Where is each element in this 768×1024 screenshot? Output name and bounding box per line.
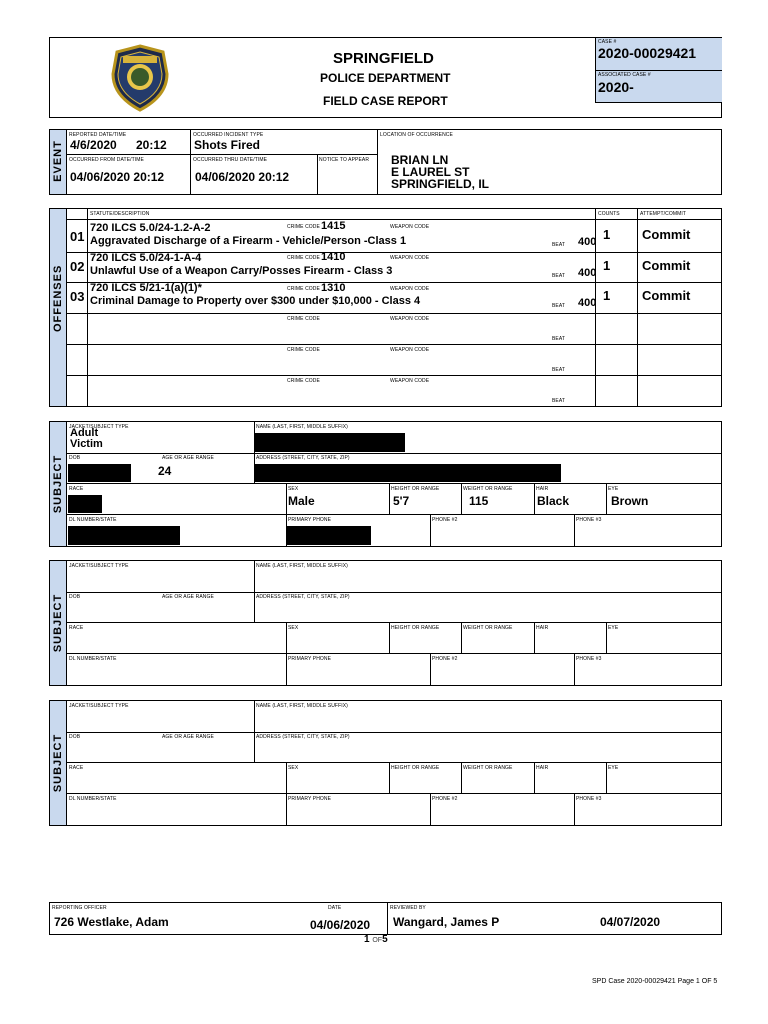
location-line-3: SPRINGFIELD, IL (391, 177, 490, 191)
reviewed-by: Wangard, James P (393, 915, 500, 929)
redacted-dob (68, 464, 131, 482)
subject-side-label: SUBJECT (50, 422, 67, 546)
subject-weight: 115 (469, 494, 489, 508)
form-title: FIELD CASE REPORT (323, 94, 448, 108)
redacted-address (255, 464, 561, 482)
subject-type: Adult (70, 427, 99, 439)
redacted-phone (287, 526, 371, 545)
subject-sex: Male (288, 494, 315, 508)
reporting-officer: 726 Westlake, Adam (54, 915, 169, 929)
offenses-section: OFFENSES STATUTE/DESCRIPTION COUNTS ATTEMPT/COMMIT 01 720 ILCS 5.0/24-1.2-A-2 Aggravated Discharge of a Firearm - Vehicle/Person -Class 1 CRIME CODE 1415 WEAPON CODE BEAT 400 1 Commit 02 720 ILCS 5.0/24-1-A-4 Unlawful Use of a Weapon Carry/Posses Firearm - Class 3 CRIME CODE 1410 WEAPON CODE BEAT 400 1 Commit 03 720 ILCS 5/21-1(a)(1)* Criminal Damage to Property over $300 under $10,000 - Class 4 CRIME CODE 1310 WEAPON CODE BEAT 400 1 Commit CRIME CODE WEAPON CODE BEAT CRIME CODE WEAPON CODE BEAT CRIME CODE WEAPON CODE BEAT (49, 208, 722, 407)
offenses-side-label: OFFENSES (50, 209, 67, 406)
signature-block: REPORTING OFFICER 726 Westlake, Adam DATE 04/06/2020 REVIEWED BY Wangard, James P 04/07/2020 (49, 902, 722, 935)
reported-date: 4/6/2020 (70, 138, 117, 152)
redacted-dl (68, 526, 180, 545)
subject-height: 5'7 (393, 494, 410, 508)
associated-case-number: 2020- (598, 79, 634, 95)
location-line-2: E LAUREL ST (391, 165, 470, 179)
police-badge-logo (109, 44, 171, 112)
department-title: POLICE DEPARTMENT (320, 71, 451, 85)
subject-section-1: SUBJECT JACKET/SUBJECT TYPE Adult Victim NAME (LAST, FIRST, MIDDLE SUFFIX) DOB AGE OR AGE RANGE 24 ADDRESS (STREET, CITY, STATE, ZIP) RACE SEX Male HEIGHT OR RANGE 5'7 WEIGHT OR RANGE 115 HAIR Black EYE Brown DL NUMBER/STATE PRIMARY PHONE PHONE #2 PHONE #3 (49, 421, 722, 547)
redacted-race (68, 495, 102, 513)
redacted-name (255, 433, 405, 452)
incident-type: Shots Fired (194, 138, 261, 152)
report-header (49, 37, 722, 118)
subject-eye: Brown (611, 494, 649, 508)
occurred-thru: 04/06/2020 20:12 (195, 170, 290, 184)
city-title: SPRINGFIELD (333, 50, 434, 67)
subject-section-3: SUBJECT JACKET/SUBJECT TYPE NAME (LAST, FIRST, MIDDLE SUFFIX) DOB AGE OR AGE RANGE ADDRESS (STREET, CITY, STATE, ZIP) RACE SEX HEIGHT OR RANGE WEIGHT OR RANGE HAIR EYE DL NUMBER/STATE PRIMARY PHONE PHONE #2 PHONE #3 (49, 700, 722, 826)
document-id: SPD Case 2020-00029421 Page 1 OF 5 (592, 978, 718, 985)
review-date: 04/07/2020 (600, 915, 661, 929)
page-number: 1 OF5 (364, 934, 388, 945)
location-line-1: BRIAN LN (391, 153, 449, 167)
subject-section-2: SUBJECT JACKET/SUBJECT TYPE NAME (LAST, FIRST, MIDDLE SUFFIX) DOB AGE OR AGE RANGE ADDRESS (STREET, CITY, STATE, ZIP) RACE SEX HEIGHT OR RANGE WEIGHT OR RANGE HAIR EYE DL NUMBER/STATE PRIMARY PHONE PHONE #2 PHONE #3 (49, 560, 722, 686)
report-date: 04/06/2020 (310, 918, 371, 932)
associated-case-box: ASSOCIATED CASE # 2020- (595, 71, 722, 103)
subject-age: 24 (158, 464, 172, 478)
case-number: 2020-00029421 (598, 45, 697, 61)
event-side-label: EVENT (50, 130, 67, 194)
reported-time: 20:12 (136, 138, 167, 152)
event-section: EVENT REPORTED DATE/TIME 4/6/2020 20:12 OCCURRED INCIDENT TYPE Shots Fired LOCATION OF OCCURRENCE BRIAN LN E LAUREL ST SPRINGFIELD, IL OCCURRED FROM DATE/TIME 04/06/2020 20:12 OCCURRED THRU DATE/TIME 04/06/2020 20:12 NOTICE TO APPEAR (49, 129, 722, 195)
subject-side-label: SUBJECT (50, 561, 67, 685)
occurred-from: 04/06/2020 20:12 (70, 170, 165, 184)
subject-hair: Black (537, 494, 570, 508)
subject-side-label: SUBJECT (50, 701, 67, 825)
subject-role: Victim (70, 438, 103, 450)
case-number-box: CASE # 2020-00029421 (595, 38, 722, 71)
